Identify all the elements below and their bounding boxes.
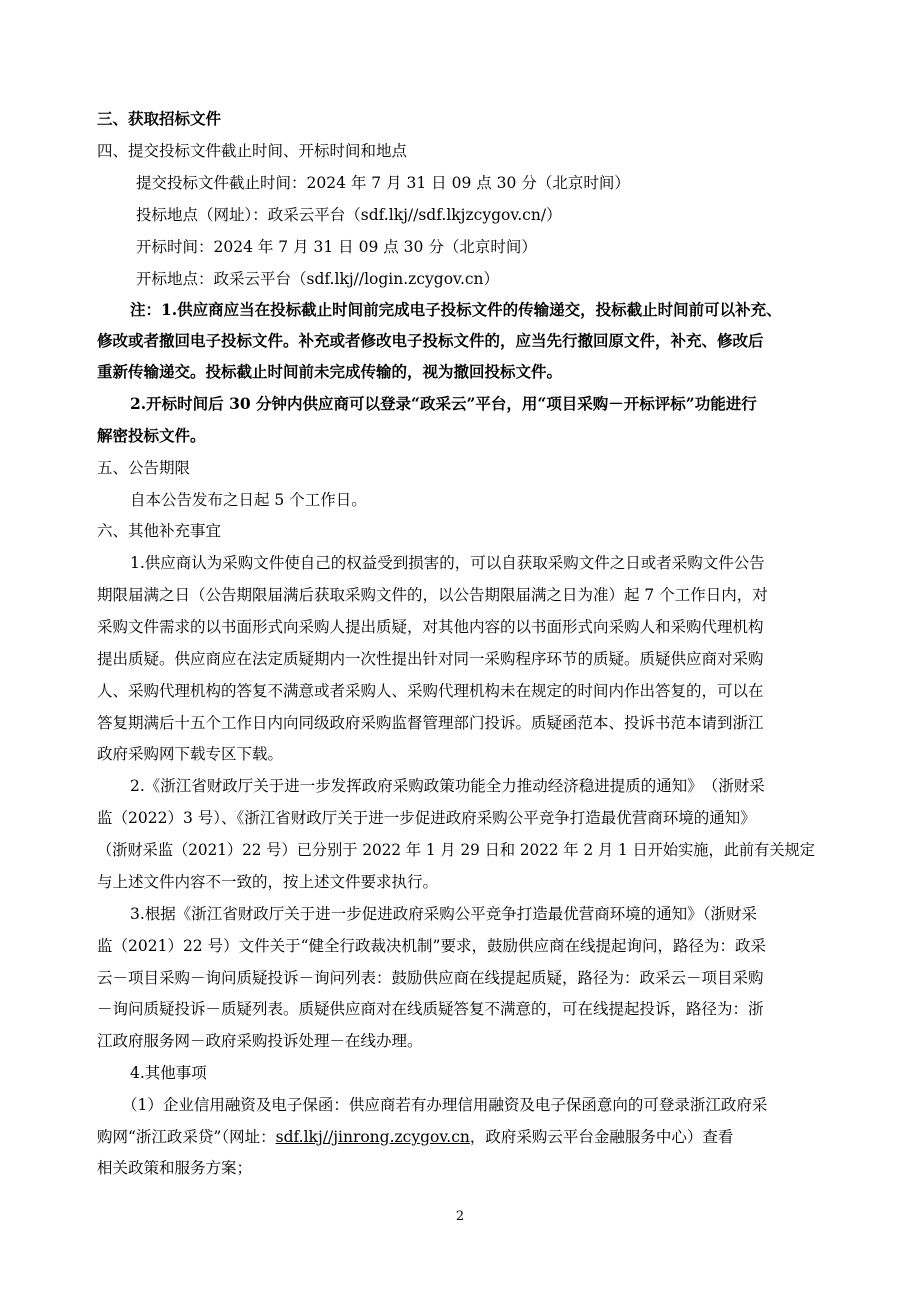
para-2-line-2: 监（2022）3 号）、《浙江省财政厅关于进一步促进政府采购公平竞争打造最优营商环境的通知》 [97, 809, 756, 827]
para-2-line-4: 与上述文件内容不一致的，按上述文件要求执行。 [97, 873, 439, 891]
para-1-line-6: 答复期满后十五个工作日内向同级政府采购监督管理部门投诉。质疑函范本、投诉书范本请到浙江 [97, 714, 764, 732]
open-time: 开标时间：2024 年 7 月 31 日 09 点 30 分（北京时间） [136, 238, 537, 256]
note-1-line-1: 注：1.供应商应当在投标截止时间前完成电子投标文件的传输递交，投标截止时间前可以补充、 [130, 300, 782, 319]
para-4-1-line-1: （1）企业信用融资及电子保函：供应商若有办理信用融资及电子保函意向的可登录浙江政府采 [122, 1096, 768, 1114]
para-3-line-3: 云－项目采购－询问质疑投诉－询问列表：鼓励供应商在线提起质疑，路径为：政采云－项目采购 [97, 969, 764, 987]
para-3-line-1: 3.根据《浙江省财政厅关于进一步促进政府采购公平竞争打造最优营商环境的通知》（浙财采 [130, 905, 758, 923]
para-2-line-3: （浙财采监（2021）22 号）已分别于 2022 年 1 月 29 日和 2022 年 2 月 1 日开始实施，此前有关规定 [97, 841, 815, 859]
section-3-title: 三、获取招标文件 [97, 109, 222, 128]
para-4-1-line-3: 相关政策和服务方案； [97, 1159, 253, 1177]
open-location: 开标地点：政采云平台（sdf.lkj//login.zcygov.cn） [136, 270, 500, 288]
para-4-title: 4.其他事项 [130, 1064, 207, 1082]
section-6-title: 六、其他补充事宜 [97, 522, 222, 540]
para-3-line-5: 江政府服务网－政府采购投诉处理－在线办理。 [97, 1032, 423, 1050]
bid-deadline: 提交投标文件截止时间：2024 年 7 月 31 日 09 点 30 分（北京时间） [136, 174, 630, 192]
para-3-line-2: 监（2021）22 号）文件关于“健全行政裁决机制”要求，鼓励供应商在线提起询问，路径为：政采 [97, 937, 766, 955]
para-4-1-text-b: ，政府采购云平台金融服务中心）查看 [469, 1128, 734, 1146]
para-4-1-line-2 [97, 1127, 733, 1147]
para-1-line-2: 期限届满之日（公告期限届满后获取采购文件的，以公告期限届满之日为准）起 7 个工作日内，对 [97, 586, 768, 604]
note-1-line-2: 修改或者撤回电子投标文件。补充或者修改电子投标文件的，应当先行撤回原文件，补充、修改后 [97, 331, 764, 350]
para-1-line-7: 政府采购网下载专区下载。 [97, 745, 284, 763]
section-5-body: 自本公告发布之日起 5 个工作日。 [130, 491, 367, 509]
para-1-line-3: 采购文件需求的以书面形式向采购人提出质疑，对其他内容的以书面形式向采购人和采购代理机构 [97, 618, 764, 636]
para-3-line-4: －询问质疑投诉－质疑列表。质疑供应商对在线质疑答复不满意的，可在线提起投诉，路径为：浙 [97, 1000, 764, 1018]
bid-location: 投标地点（网址）：政采云平台（sdf.lkj//sdf.lkjzcygov.cn/） [136, 206, 562, 224]
para-1-line-5: 人、采购代理机构的答复不满意或者采购人、采购代理机构未在规定的时间内作出答复的，可以在 [97, 682, 764, 700]
note-1-line-3: 重新传输递交。投标截止时间前未完成传输的，视为撤回投标文件。 [97, 362, 563, 381]
para-1-line-1: 1.供应商认为采购文件使自己的权益受到损害的，可以自获取采购文件之日或者采购文件公告 [130, 554, 765, 572]
para-4-1-text-a: 购网“浙江政采贷”（网址： [97, 1128, 276, 1146]
note-2-line-2: 解密投标文件。 [97, 426, 206, 445]
section-4-title: 四、提交投标文件截止时间、开标时间和地点 [97, 142, 408, 160]
section-5-title: 五、公告期限 [97, 459, 191, 477]
note-2-line-1: 2.开标时间后 30 分钟内供应商可以登录“政采云”平台，用“项目采购－开标评标”功能进行 [130, 394, 757, 413]
page-number: 2 [455, 1209, 465, 1224]
para-1-line-4: 提出质疑。供应商应在法定质疑期内一次性提出针对同一采购程序环节的质疑。质疑供应商对采购 [97, 650, 764, 668]
jinrong-link[interactable]: sdf.lkj//jinrong.zcygov.cn [275, 1128, 470, 1146]
para-2-line-1: 2.《浙江省财政厅关于进一步发挥政府采购政策功能全力推动经济稳进提质的通知》 （浙财采 [130, 777, 765, 795]
